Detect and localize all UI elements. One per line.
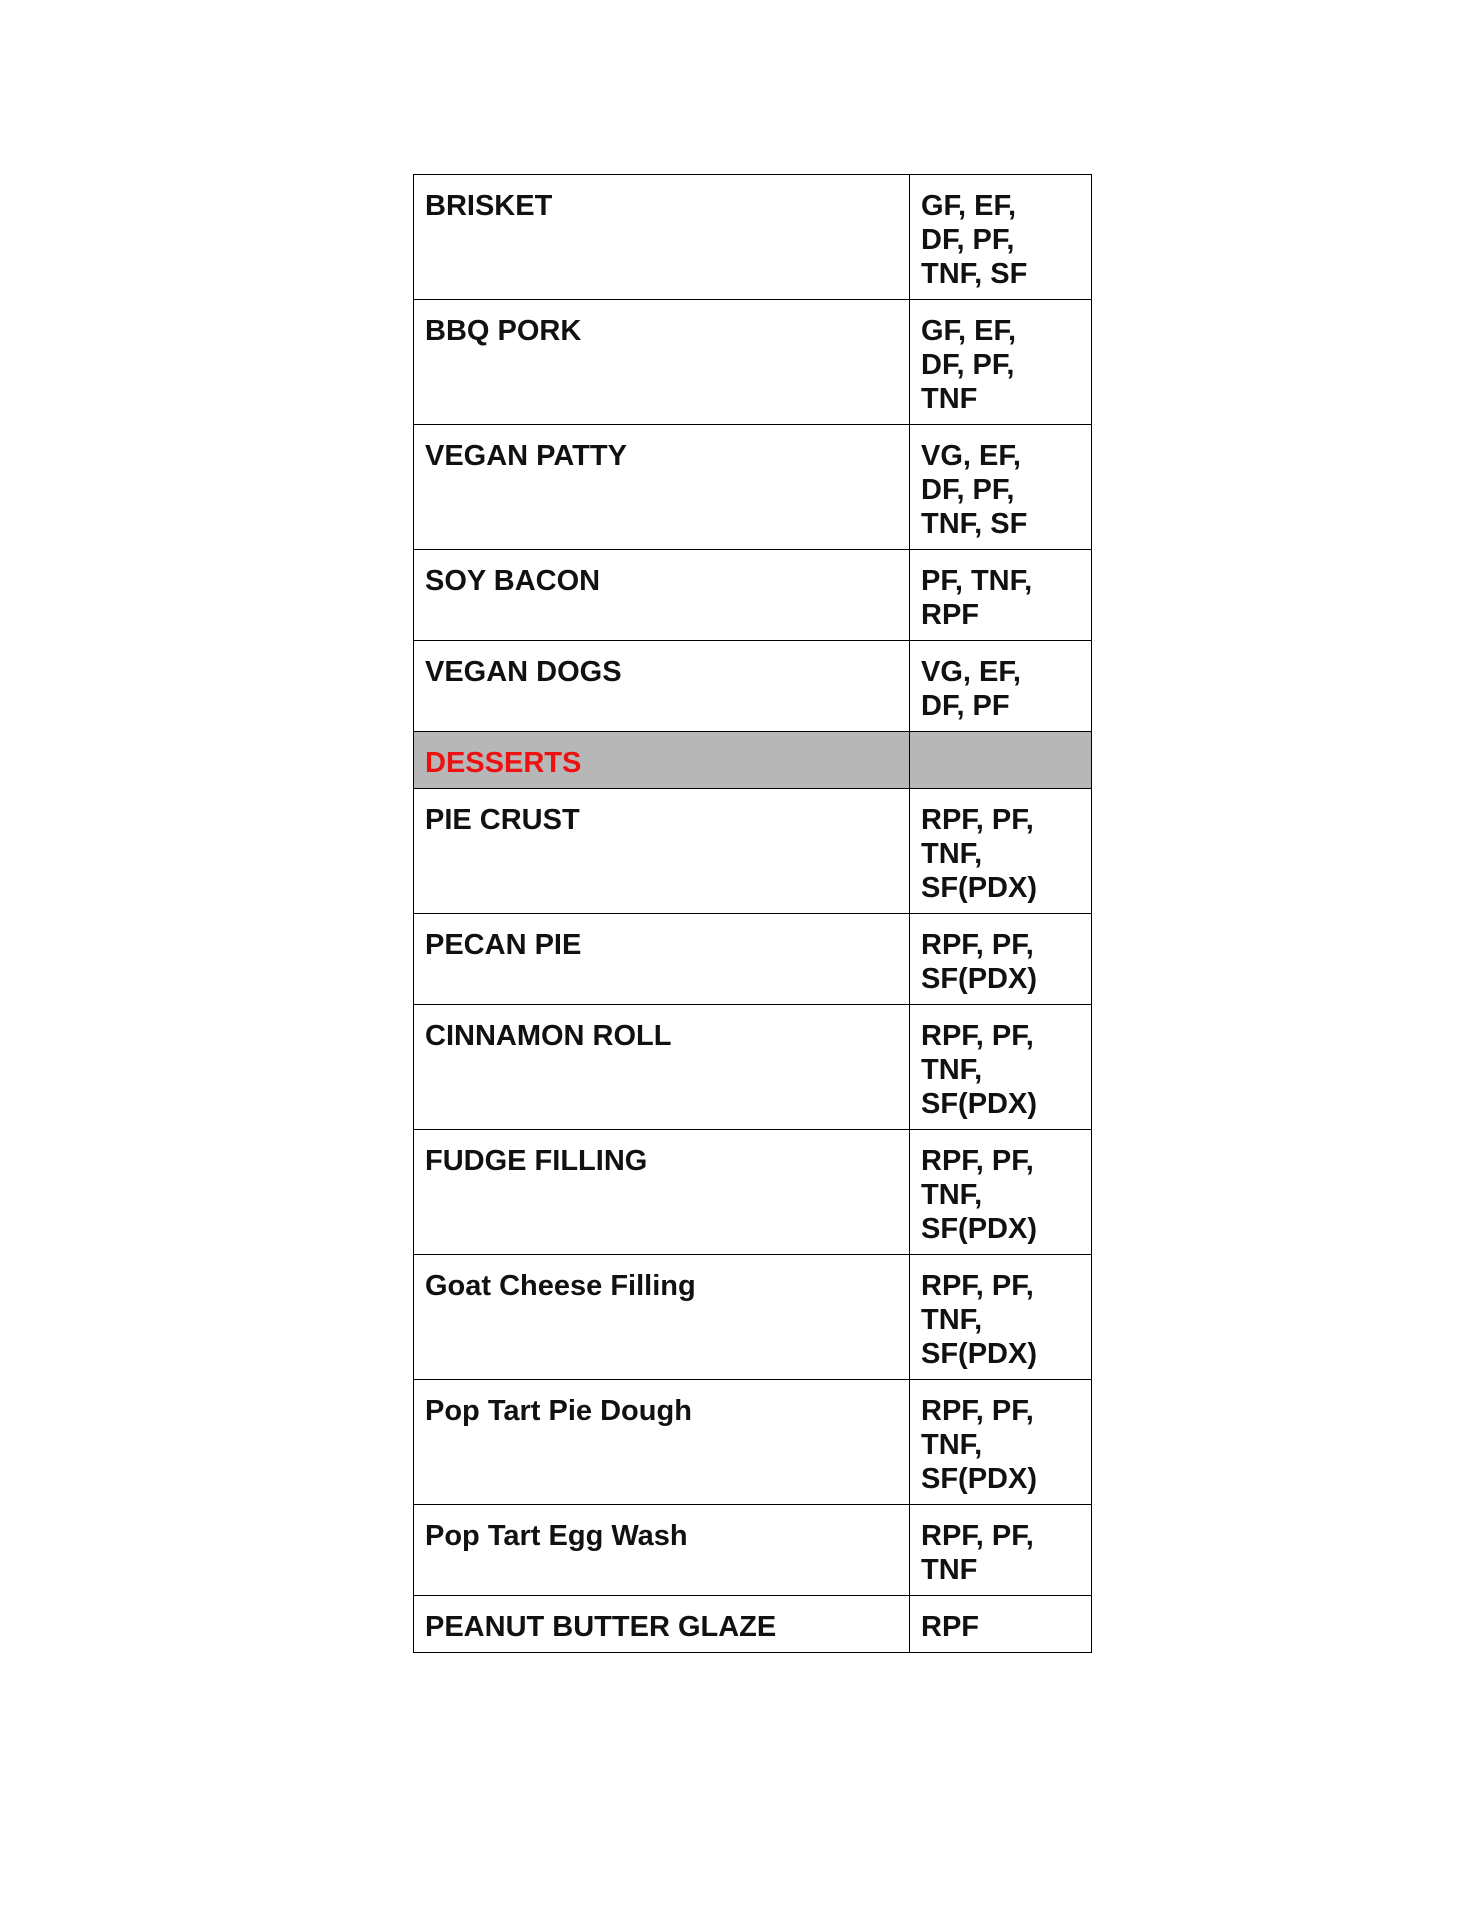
allergen-codes: GF, EF, DF, PF, TNF [910,300,1092,425]
section-empty-cell [910,732,1092,789]
item-name: BBQ PORK [414,300,910,425]
allergen-codes: RPF, PF, SF(PDX) [910,914,1092,1005]
table-row-soy-bacon [414,550,1092,641]
item-name: BRISKET [414,175,910,300]
table-row-fudge-filling [414,1130,1092,1255]
allergen-codes: GF, EF, DF, PF, TNF, SF [910,175,1092,300]
allergen-codes: RPF, PF, TNF, SF(PDX) [910,1255,1092,1380]
item-name: CINNAMON ROLL [414,1005,910,1130]
allergen-codes: RPF, PF, TNF, SF(PDX) [910,789,1092,914]
allergen-codes: VG, EF, DF, PF [910,641,1092,732]
allergen-codes: PF, TNF, RPF [910,550,1092,641]
allergen-codes: VG, EF, DF, PF, TNF, SF [910,425,1092,550]
table-row-vegan-patty [414,425,1092,550]
table-row-vegan-dogs [414,641,1092,732]
allergen-codes: RPF, PF, TNF, SF(PDX) [910,1380,1092,1505]
table-row-bbq-pork [414,300,1092,425]
section-title: DESSERTS [414,732,910,789]
item-name: Goat Cheese Filling [414,1255,910,1380]
item-name: Pop Tart Egg Wash [414,1505,910,1596]
item-name: VEGAN PATTY [414,425,910,550]
item-name: FUDGE FILLING [414,1130,910,1255]
item-name: PEANUT BUTTER GLAZE [414,1596,910,1653]
table-row-goat-cheese-filling [414,1255,1092,1380]
table-row-brisket [414,175,1092,300]
table-row-peanut-butter-glaze [414,1596,1092,1653]
table-row-pop-tart-egg-wash [414,1505,1092,1596]
item-name: PECAN PIE [414,914,910,1005]
allergen-codes: RPF, PF, TNF, SF(PDX) [910,1130,1092,1255]
table-row-pop-tart-pie-dough [414,1380,1092,1505]
item-name: SOY BACON [414,550,910,641]
section-header-desserts [414,732,1092,789]
item-name: Pop Tart Pie Dough [414,1380,910,1505]
item-name: PIE CRUST [414,789,910,914]
table-row-pecan-pie [414,914,1092,1005]
table-row-cinnamon-roll [414,1005,1092,1130]
item-name: VEGAN DOGS [414,641,910,732]
allergen-codes: RPF, PF, TNF, SF(PDX) [910,1005,1092,1130]
allergen-codes: RPF, PF, TNF [910,1505,1092,1596]
table-row-pie-crust [414,789,1092,914]
allergen-table [413,174,1092,1653]
allergen-codes: RPF [910,1596,1092,1653]
